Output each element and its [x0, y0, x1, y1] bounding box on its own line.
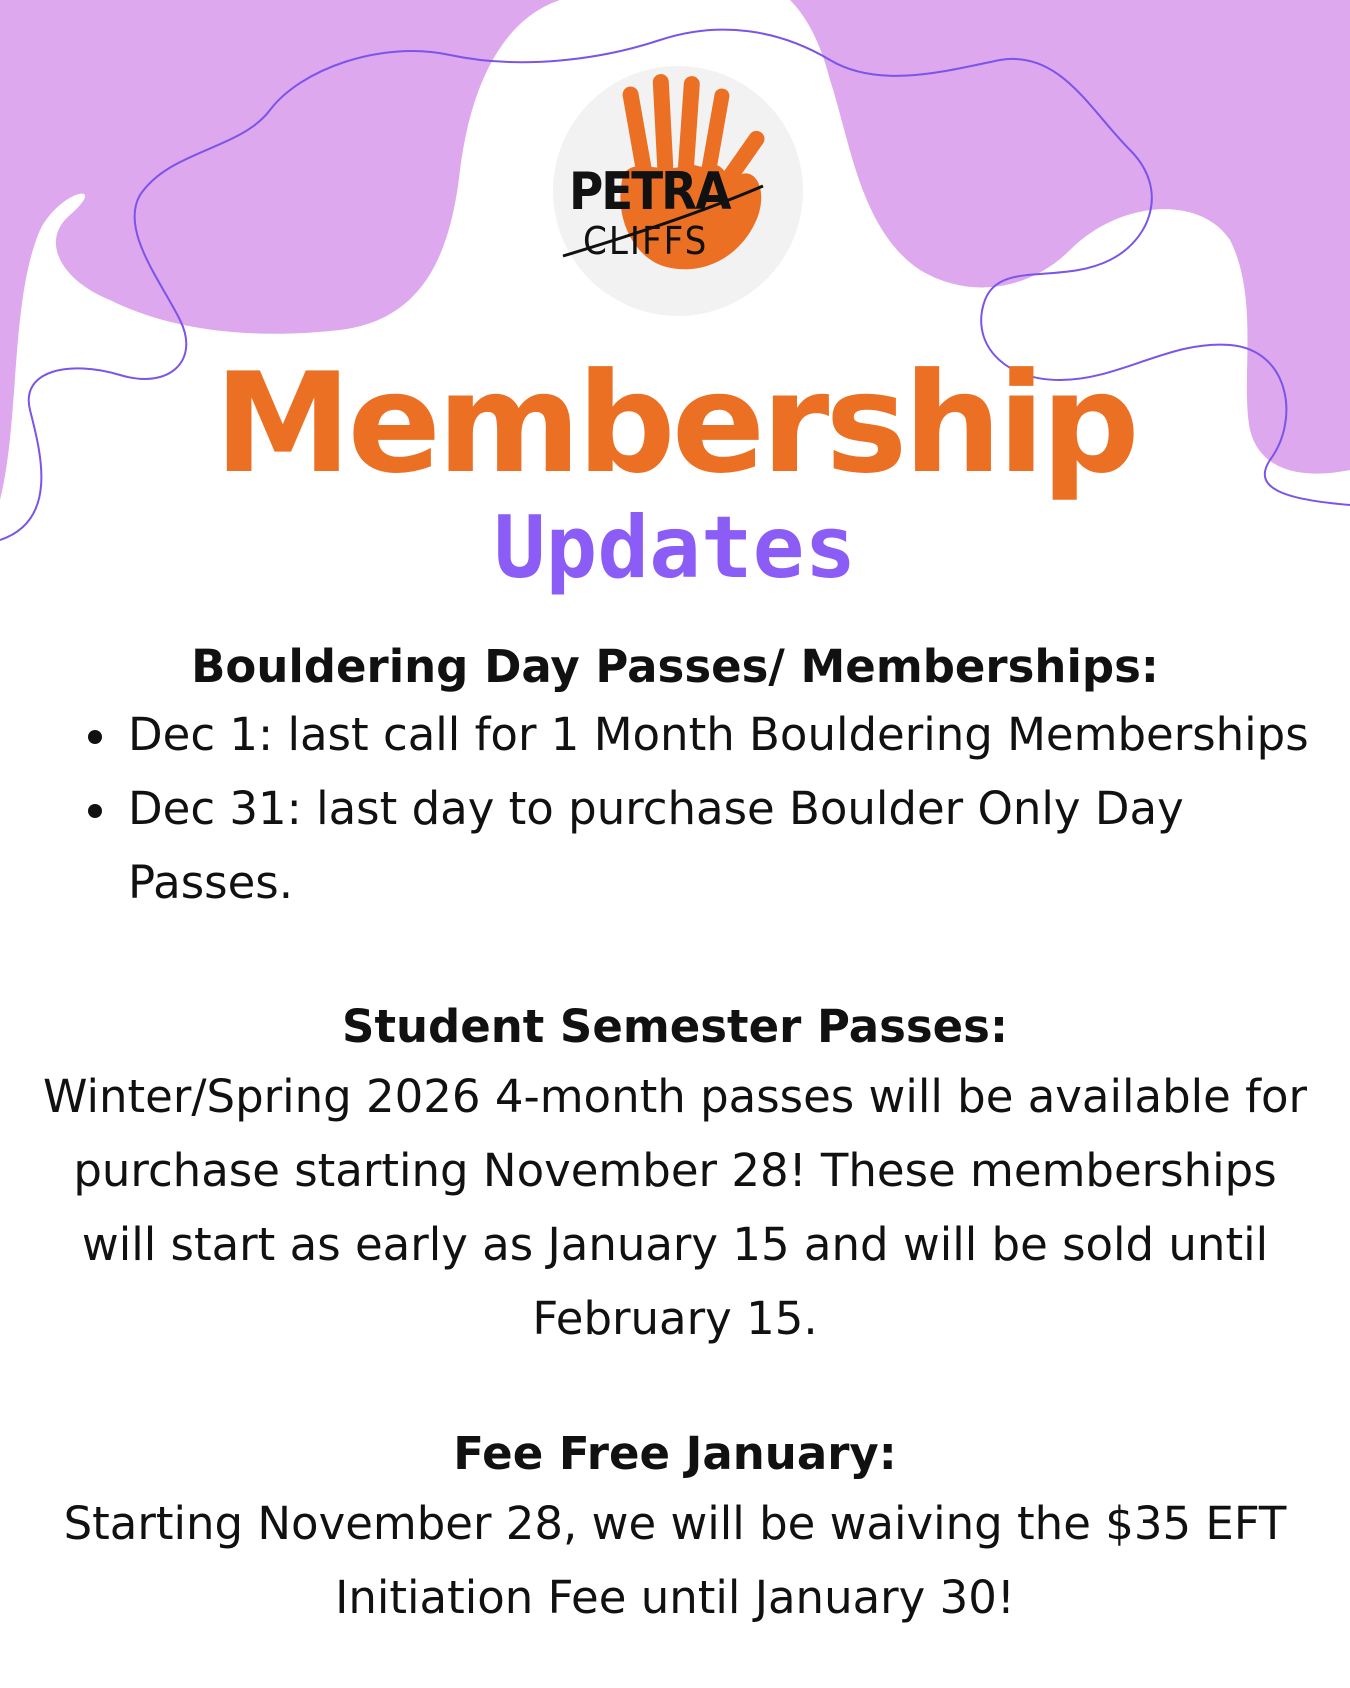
- bullet-icon: [88, 730, 102, 744]
- list-item-text: Dec 31: last day to purchase Boulder Only Day Passes.: [128, 782, 1184, 909]
- logo-wordmark-bottom: CLIFFS: [583, 219, 709, 263]
- fee-free-body: Starting November 28, we will be waiving the $35 EFT Initiation Fee until January 30!: [63, 1497, 1287, 1624]
- page-subtitle: Updates: [493, 498, 857, 598]
- student-section: [0, 1000, 1350, 1356]
- bouldering-section: [0, 640, 1350, 920]
- petra-cliffs-logo: [553, 66, 803, 316]
- student-body: Winter/Spring 2026 4-month passes will be available for purchase starting November 28! These memberships will start as early as January 15 and will be sold until February 15.: [42, 1070, 1308, 1345]
- bullet-icon: [88, 804, 102, 818]
- bouldering-heading: Bouldering Day Passes/ Memberships:: [191, 640, 1159, 693]
- list-item: [0, 698, 1350, 772]
- bouldering-list: [0, 698, 1350, 920]
- student-heading: Student Semester Passes:: [342, 1000, 1008, 1053]
- fee-free-section: [0, 1427, 1350, 1635]
- logo-wordmark-top: PETRA: [569, 162, 730, 222]
- page-title: Membership: [214, 343, 1136, 504]
- list-item-text: Dec 1: last call for 1 Month Bouldering Memberships: [128, 708, 1309, 761]
- list-item: [0, 772, 1350, 920]
- fee-free-heading: Fee Free January:: [453, 1427, 897, 1480]
